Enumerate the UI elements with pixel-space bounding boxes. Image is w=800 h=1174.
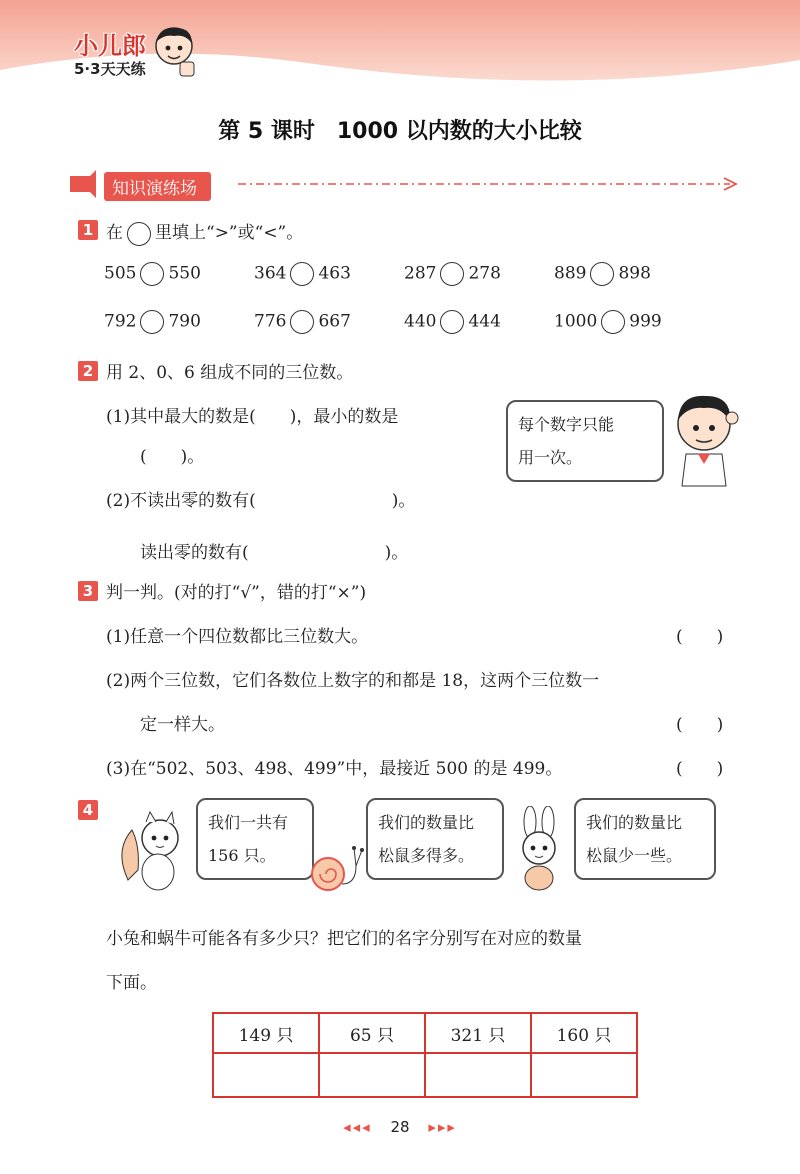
answer-table xyxy=(212,1012,638,1098)
table-header-cell: 321 只 xyxy=(425,1013,531,1053)
q3-item1: (1)任意一个四位数都比三位数大。 xyxy=(106,627,369,647)
q2-part2-line1: (2)不读出零的数有( )。 xyxy=(106,491,416,511)
answer-cell[interactable] xyxy=(425,1053,531,1097)
answer-circle[interactable] xyxy=(440,262,464,286)
answer-circle[interactable] xyxy=(290,310,314,334)
q2-part1-line1: (1)其中最大的数是( )，最小的数是 xyxy=(106,407,399,427)
boy-thinking-icon xyxy=(666,388,746,488)
question-number-2: 2 xyxy=(78,361,98,381)
q3-item2-line1: (2)两个三位数，它们各数位上数字的和都是 18，这两个三位数一 xyxy=(106,671,600,691)
question-number-1: 1 xyxy=(78,220,98,240)
rabbit-bubble: 我们的数量比 松鼠少一些。 xyxy=(574,798,716,880)
hint-bubble: 每个数字只能 用一次。 xyxy=(506,400,664,482)
table-header-cell: 160 只 xyxy=(531,1013,637,1053)
answer-cell[interactable] xyxy=(531,1053,637,1097)
brand-subtitle: 5·3天天练 xyxy=(74,60,146,78)
circle-icon xyxy=(127,222,151,246)
q1-stem-prefix: 在 xyxy=(106,223,123,243)
boy-mascot-icon xyxy=(150,22,198,82)
table-header-cell: 65 只 xyxy=(319,1013,425,1053)
compare-item: 792 790 xyxy=(104,310,201,334)
table-header-row xyxy=(213,1013,637,1053)
snail-icon xyxy=(306,840,364,896)
rabbit-icon xyxy=(508,806,570,892)
snail-bubble: 我们的数量比 松鼠多得多。 xyxy=(366,798,504,880)
compare-item: 440 444 xyxy=(404,310,501,334)
squirrel-bubble: 我们一共有 156 只。 xyxy=(196,798,314,880)
q3-answer-paren-1[interactable]: ( ) xyxy=(676,627,724,647)
page-footer xyxy=(0,1118,800,1136)
q2-part1-line2: ( )。 xyxy=(140,447,205,467)
answer-circle[interactable] xyxy=(440,310,464,334)
answer-circle[interactable] xyxy=(601,310,625,334)
answer-cell[interactable] xyxy=(319,1053,425,1097)
answer-circle[interactable] xyxy=(290,262,314,286)
q2-part2-line2: 读出零的数有( )。 xyxy=(140,543,409,563)
q3-stem: 判一判。(对的打“√”，错的打“×”) xyxy=(106,583,367,603)
q3-answer-paren-3[interactable]: ( ) xyxy=(676,759,724,779)
brand-logo: 小儿郎 xyxy=(74,32,146,60)
compare-item: 776 667 xyxy=(254,310,351,334)
answer-circle[interactable] xyxy=(140,310,164,334)
q2-stem: 用 2、0、6 组成不同的三位数。 xyxy=(106,363,354,383)
table-header-cell: 149 只 xyxy=(213,1013,319,1053)
q4-question-line2: 下面。 xyxy=(106,973,157,993)
page-title: 第 5 课时 1000 以内数的大小比较 xyxy=(218,119,582,144)
squirrel-icon xyxy=(118,810,190,894)
page-number: 28 xyxy=(390,1118,410,1136)
question-number-4: 4 xyxy=(78,800,98,820)
compare-item: 364 463 xyxy=(254,262,351,286)
q3-item2-line2: 定一样大。 xyxy=(140,715,225,735)
table-answer-row xyxy=(213,1053,637,1097)
left-arrows-icon: ◂◂◂ xyxy=(343,1118,372,1136)
compare-item: 505 550 xyxy=(104,262,201,286)
compare-item: 287 278 xyxy=(404,262,501,286)
answer-cell[interactable] xyxy=(213,1053,319,1097)
section-label: 知识演练场 xyxy=(104,172,211,201)
compare-item: 1000 999 xyxy=(554,310,662,334)
answer-circle[interactable] xyxy=(140,262,164,286)
right-arrows-icon: ▸▸▸ xyxy=(428,1118,457,1136)
q4-question-line1: 小兔和蜗牛可能各有多少只？把它们的名字分别写在对应的数量 xyxy=(106,929,582,949)
compare-item: 889 898 xyxy=(554,262,651,286)
question-number-3: 3 xyxy=(78,581,98,601)
q3-answer-paren-2[interactable]: ( ) xyxy=(676,715,724,735)
q3-item3: (3)在“502、503、498、499”中，最接近 500 的是 499。 xyxy=(106,759,563,779)
q1-stem-text: 里填上“>”或“<”。 xyxy=(155,223,304,243)
q1-stem xyxy=(106,218,303,246)
answer-circle[interactable] xyxy=(590,262,614,286)
